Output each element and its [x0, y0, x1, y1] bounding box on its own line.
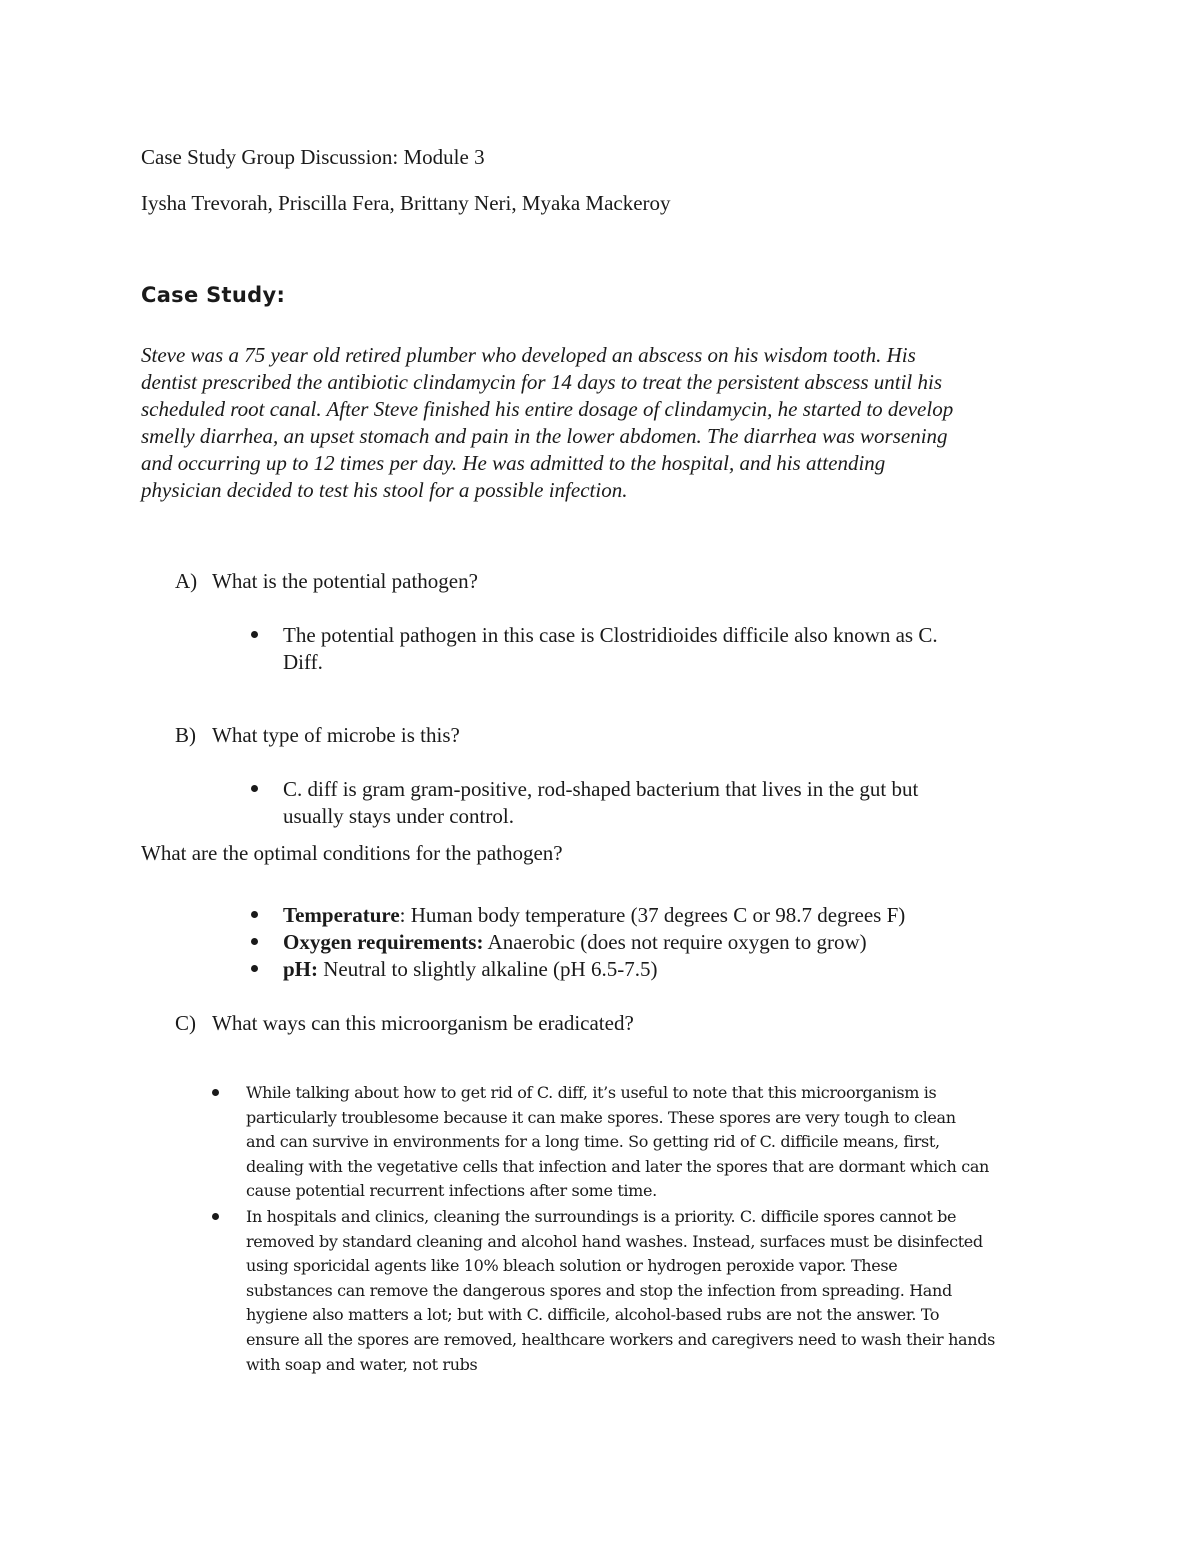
bullet-icon — [251, 938, 258, 945]
bullet-icon — [251, 965, 258, 972]
eradication-line: dealing with the vegetative cells that infection and later the spores that are dormant which can — [246, 1156, 989, 1176]
eradication-line: While talking about how to get rid of C. diff, it’s useful to note that this microorganism is — [246, 1083, 937, 1102]
case-line: smelly diarrhea, an upset stomach and pain in the lower abdomen. The diarrhea was worsening — [141, 424, 948, 448]
case-line: physician decided to test his stool for a possible infection. — [141, 478, 628, 502]
bullet-icon — [251, 785, 258, 792]
answer-b — [283, 776, 918, 830]
condition-ph — [283, 956, 657, 983]
condition-text: Neutral to slightly alkaline (pH 6.5-7.5) — [318, 957, 658, 981]
question-b-text: What type of microbe is this? — [212, 723, 460, 747]
bullet-icon — [251, 911, 258, 918]
condition-separator: : — [399, 903, 406, 927]
condition-label: pH: — [283, 957, 319, 981]
condition-text: Human body temperature (37 degrees C or 98.7 degrees F) — [405, 903, 906, 927]
condition-oxygen — [283, 929, 867, 956]
question-c-label: C) — [175, 1011, 196, 1035]
case-line: and occurring up to 12 times per day. He was admitted to the hospital, and his attending — [141, 451, 886, 475]
case-line: scheduled root canal. After Steve finished his entire dosage of clindamycin, he started to develop — [141, 397, 954, 421]
answer-a-line: Diff. — [283, 650, 323, 674]
eradication-paragraph-2 — [246, 1205, 995, 1377]
condition-temperature — [283, 902, 905, 929]
answer-b-line: usually stays under control. — [283, 804, 514, 828]
answer-a-line: The potential pathogen in this case is Clostridioides difficile also known as C. — [283, 623, 938, 647]
case-paragraph — [141, 342, 953, 504]
eradication-line: cause potential recurrent infections after some time. — [246, 1181, 657, 1201]
eradication-line: with soap and water, not rubs — [246, 1354, 478, 1374]
condition-label: Temperature — [283, 903, 400, 927]
bullet-icon — [212, 1213, 219, 1220]
eradication-line: particularly troublesome because it can make spores. These spores are very tough to clean — [246, 1107, 956, 1127]
case-line: dentist prescribed the antibiotic clindamycin for 14 days to treat the persistent abscess until his — [141, 370, 943, 394]
eradication-line: and can survive in environments for a long time. So getting rid of C. difficile means, first, — [246, 1132, 940, 1152]
eradication-line: using sporicidal agents like 10% bleach solution or hydrogen peroxide vapor. These — [246, 1256, 898, 1276]
question-b-label: B) — [175, 723, 196, 747]
answer-a — [283, 622, 938, 676]
authors-line: Iysha Trevorah, Priscilla Fera, Brittany Neri, Myaka Mackeroy — [141, 191, 671, 215]
eradication-line: In hospitals and clinics, cleaning the surroundings is a priority. C. difficile spores cannot be — [246, 1207, 957, 1226]
condition-text: Anaerobic (does not require oxygen to grow) — [483, 930, 867, 954]
answer-b-line: C. diff is gram gram-positive, rod-shaped bacterium that lives in the gut but — [283, 777, 919, 801]
eradication-paragraph-1 — [246, 1081, 989, 1204]
eradication-line: ensure all the spores are removed, healthcare workers and caregivers need to wash their hands — [246, 1329, 995, 1349]
bullet-icon — [212, 1089, 219, 1096]
optimal-conditions-question: What are the optimal conditions for the pathogen? — [141, 841, 563, 865]
eradication-line: substances can remove the dangerous spores and stop the infection from spreading. Hand — [246, 1280, 952, 1300]
eradication-line: removed by standard cleaning and alcohol hand washes. Instead, surfaces must be disinfected — [246, 1231, 983, 1251]
condition-label: Oxygen requirements: — [283, 930, 484, 954]
eradication-line: hygiene also matters a lot; but with C. difficile, alcohol-based rubs are not the answer. To — [246, 1305, 940, 1325]
document-title: Case Study Group Discussion: Module 3 — [141, 145, 485, 169]
question-c-text: What ways can this microorganism be eradicated? — [212, 1011, 634, 1035]
question-a-text: What is the potential pathogen? — [212, 569, 478, 593]
case-study-heading: Case Study: — [141, 283, 286, 307]
question-a-label: A) — [175, 569, 198, 593]
case-line: Steve was a 75 year old retired plumber who developed an abscess on his wisdom tooth. His — [141, 343, 916, 367]
bullet-icon — [251, 631, 258, 638]
